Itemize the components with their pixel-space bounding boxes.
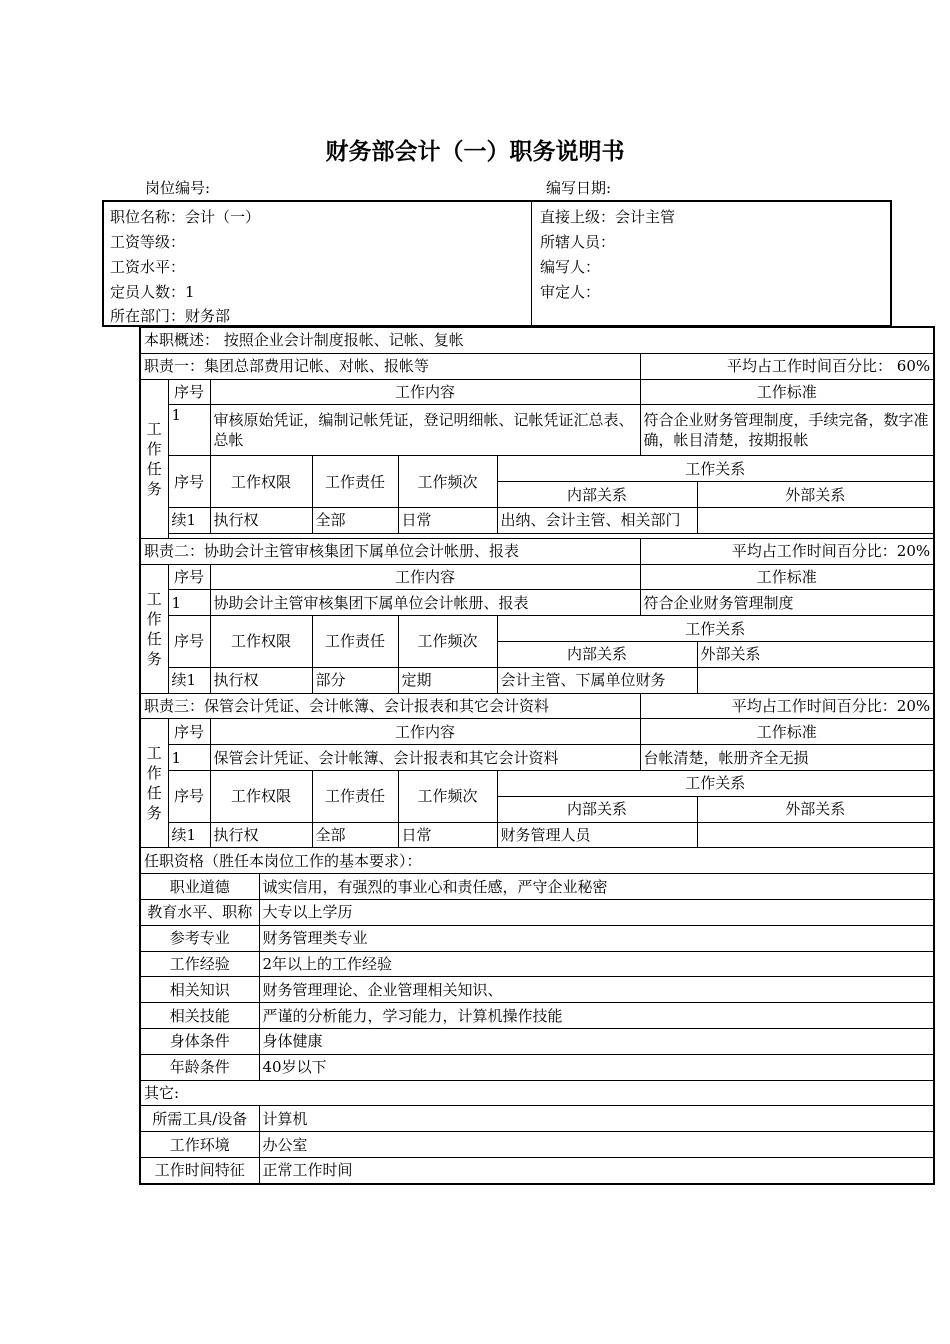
job-summary: 本职概述： 按照企业会计制度报帐、记帐、复帐	[140, 327, 934, 353]
seq-header: 序号	[168, 564, 210, 590]
work-standard-header: 工作标准	[640, 564, 934, 590]
work-content-header: 工作内容	[210, 379, 640, 405]
qual-value: 财务管理理论、企业管理相关知识、	[259, 977, 934, 1003]
work-content-header: 工作内容	[210, 564, 640, 590]
external-header: 外部关系	[697, 796, 934, 822]
rel-external	[697, 822, 934, 848]
qual-label: 教育水平、职称	[140, 899, 259, 925]
reviewer: 审定人：	[540, 283, 601, 301]
page-title: 财务部会计（一）职务说明书	[325, 139, 625, 165]
authority-header: 工作权限	[210, 616, 312, 668]
salary-grade: 工资等级：	[110, 233, 186, 251]
duty-title: 职责三：保管会计凭证、会计帐簿、会计报表和其它会计资料	[140, 693, 640, 719]
rel-no: 续1	[168, 507, 210, 533]
department: 所在部门：财务部	[110, 307, 231, 325]
rel-authority: 执行权	[210, 667, 312, 693]
work-content-header: 工作内容	[210, 719, 640, 745]
subordinates: 所辖人员：	[540, 233, 616, 251]
relations-header: 工作关系	[497, 770, 934, 796]
salary-level: 工资水平：	[110, 258, 186, 276]
qualifications-header: 任职资格（胜任本岗位工作的基本要求）：	[140, 848, 934, 874]
internal-header: 内部关系	[497, 641, 697, 667]
relations-header: 工作关系	[497, 456, 934, 482]
qual-value: 严谨的分析能力，学习能力，计算机操作技能	[259, 1003, 934, 1029]
task-no: 1	[168, 590, 210, 616]
header-box	[102, 200, 892, 327]
rel-internal: 会计主管、下属单位财务	[497, 667, 697, 693]
duty-title: 职责二：协助会计主管审核集团下属单位会计帐册、报表	[140, 538, 640, 564]
rel-no: 续1	[168, 667, 210, 693]
other-value: 计算机	[259, 1106, 934, 1132]
work-standard-header: 工作标准	[640, 379, 934, 405]
relations-header: 工作关系	[497, 616, 934, 642]
other-label: 所需工具/设备	[140, 1106, 259, 1132]
task-no: 1	[168, 405, 210, 456]
task-standard: 台帐清楚，帐册齐全无损	[640, 745, 934, 771]
duty-title: 职责一：集团总部费用记帐、对帐、报帐等	[140, 353, 640, 379]
author: 编写人：	[540, 258, 601, 276]
duty-time-share: 平均占工作时间百分比： 60%	[640, 353, 934, 379]
rel-frequency: 日常	[398, 822, 497, 848]
other-value: 正常工作时间	[259, 1157, 934, 1183]
qual-value: 大专以上学历	[259, 899, 934, 925]
rel-responsibility: 部分	[312, 667, 398, 693]
qual-label: 相关技能	[140, 1003, 259, 1029]
seq-header: 序号	[168, 456, 210, 508]
qual-label: 相关知识	[140, 977, 259, 1003]
qual-value: 财务管理类专业	[259, 925, 934, 951]
rel-frequency: 日常	[398, 507, 497, 533]
headcount: 定员人数：1	[110, 283, 195, 301]
external-header: 外部关系	[697, 641, 934, 667]
seq-header: 序号	[168, 719, 210, 745]
task-content: 审核原始凭证，编制记帐凭证，登记明细帐、记帐凭证汇总表、总帐	[210, 405, 640, 456]
rel-authority: 执行权	[210, 507, 312, 533]
rel-internal: 出纳、会计主管、相关部门	[497, 507, 697, 533]
rel-external	[697, 507, 934, 533]
authority-header: 工作权限	[210, 770, 312, 822]
task-vertical-label: 工 作 任 务	[140, 379, 168, 538]
qual-label: 参考专业	[140, 925, 259, 951]
rel-internal: 财务管理人员	[497, 822, 697, 848]
qual-label: 工作经验	[140, 951, 259, 977]
other-header: 其它:	[140, 1080, 934, 1106]
work-standard-header: 工作标准	[640, 719, 934, 745]
responsibility-header: 工作责任	[312, 616, 398, 668]
position-name: 职位名称：会计（一）	[110, 208, 261, 226]
other-label: 工作时间特征	[140, 1157, 259, 1183]
duty-time-share: 平均占工作时间百分比：20%	[640, 693, 934, 719]
task-standard: 符合企业财务管理制度，手续完备，数字准确，帐目清楚，按期报帐	[640, 405, 934, 456]
other-label: 工作环境	[140, 1132, 259, 1158]
responsibility-header: 工作责任	[312, 456, 398, 508]
task-vertical-label: 工 作 任 务	[140, 719, 168, 848]
qual-label: 职业道德	[140, 874, 259, 900]
frequency-header: 工作频次	[398, 456, 497, 508]
rel-no: 续1	[168, 822, 210, 848]
rel-responsibility: 全部	[312, 822, 398, 848]
other-value: 办公室	[259, 1132, 934, 1158]
task-content: 保管会计凭证、会计帐簿、会计报表和其它会计资料	[210, 745, 640, 771]
responsibility-header: 工作责任	[312, 770, 398, 822]
external-header: 外部关系	[697, 482, 934, 508]
task-content: 协助会计主管审核集团下属单位会计帐册、报表	[210, 590, 640, 616]
seq-header: 序号	[168, 770, 210, 822]
authority-header: 工作权限	[210, 456, 312, 508]
frequency-header: 工作频次	[398, 770, 497, 822]
rel-authority: 执行权	[210, 822, 312, 848]
direct-superior: 直接上级：会计主管	[540, 208, 676, 226]
qual-value: 40岁以下	[259, 1054, 934, 1080]
qual-value: 身体健康	[259, 1028, 934, 1054]
frequency-header: 工作频次	[398, 616, 497, 668]
qual-value: 2年以上的工作经验	[259, 951, 934, 977]
internal-header: 内部关系	[497, 796, 697, 822]
duty-time-share: 平均占工作时间百分比：20%	[640, 538, 934, 564]
rel-external	[697, 667, 934, 693]
task-standard: 符合企业财务管理制度	[640, 590, 934, 616]
qual-value: 诚实信用，有强烈的事业心和责任感，严守企业秘密	[259, 874, 934, 900]
post-code-label: 岗位编号:	[145, 179, 211, 197]
qual-label: 身体条件	[140, 1028, 259, 1054]
task-vertical-label: 工 作 任 务	[140, 564, 168, 693]
qual-label: 年龄条件	[140, 1054, 259, 1080]
seq-header: 序号	[168, 379, 210, 405]
rel-frequency: 定期	[398, 667, 497, 693]
job-description-table	[139, 326, 935, 1185]
task-no: 1	[168, 745, 210, 771]
rel-responsibility: 全部	[312, 507, 398, 533]
seq-header: 序号	[168, 616, 210, 668]
date-label: 编写日期:	[546, 179, 612, 197]
internal-header: 内部关系	[497, 482, 697, 508]
